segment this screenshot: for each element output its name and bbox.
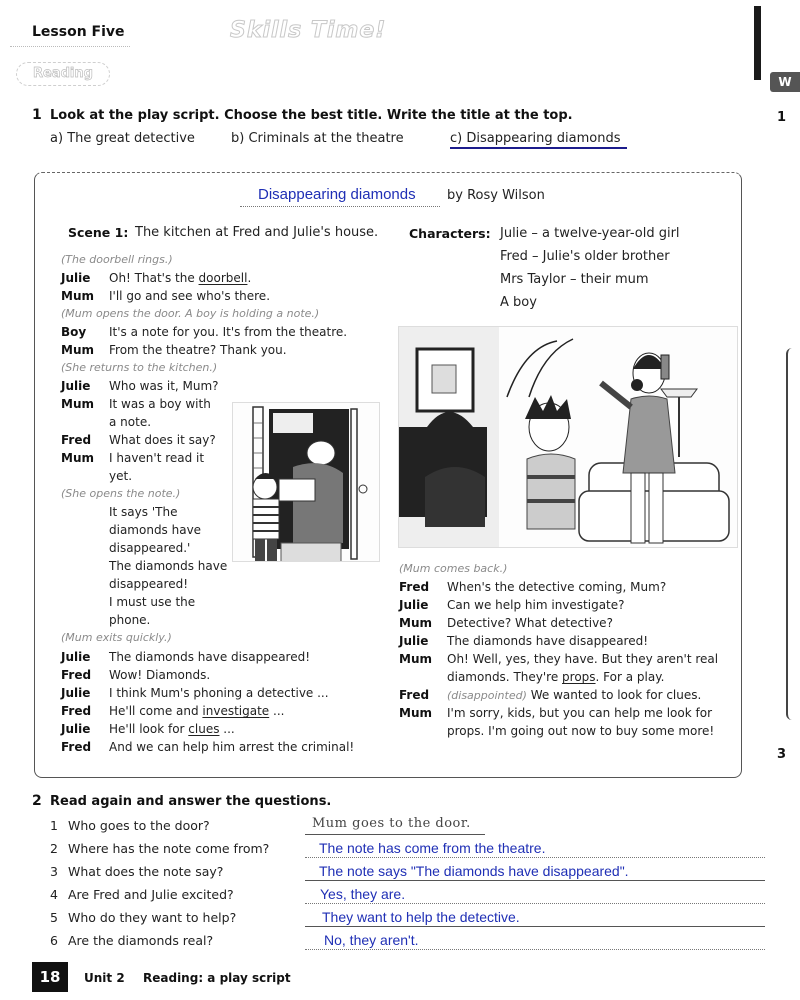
answer-2-line <box>305 857 765 858</box>
line-text: . For a play. <box>595 670 665 684</box>
play-score: 3 <box>777 747 787 762</box>
speaker: Mum <box>399 616 432 630</box>
character-mrs-taylor: Mrs Taylor – their mum <box>500 272 649 287</box>
dialogue-line <box>61 323 347 341</box>
speaker: Mum <box>399 706 432 720</box>
page-number: 18 <box>32 962 68 992</box>
answer-5-line <box>305 926 765 927</box>
dialogue-line <box>61 287 270 305</box>
dialogue-line <box>399 632 648 650</box>
line-text: And we can help him arrest the criminal! <box>109 740 355 754</box>
speaker: Julie <box>399 598 429 612</box>
dialogue-line <box>61 738 354 756</box>
inline-stage-direction: (disappointed) <box>447 689 527 702</box>
dialogue-line <box>399 686 701 705</box>
line-text: Oh! Well, yes, they have. But they aren't real <box>447 652 719 666</box>
speaker: Mum <box>61 451 94 465</box>
speaker: Julie <box>399 634 429 648</box>
exercise-1-score: 1 <box>777 110 787 125</box>
line-text: ... <box>269 704 285 718</box>
speaker: Mum <box>61 397 94 411</box>
title-answer-line <box>240 206 440 207</box>
speaker: Fred <box>61 668 92 682</box>
dialogue-line <box>399 704 712 722</box>
question-6: 6 Are the diamonds real? <box>50 933 214 948</box>
stage-direction: (Mum opens the door. A boy is holding a note.) <box>61 307 320 320</box>
question-2: 2 Where has the note come from? <box>50 841 270 856</box>
answer-3-line <box>305 880 765 881</box>
question-3: 3 What does the note say? <box>50 864 224 879</box>
line-text: Detective? What detective? <box>447 616 613 630</box>
question-4: 4 Are Fred and Julie excited? <box>50 887 234 902</box>
line-text: ... <box>219 722 235 736</box>
line-text: He'll look for <box>109 722 189 736</box>
vocab-word: investigate <box>202 704 270 718</box>
speaker: Fred <box>61 433 92 447</box>
speaker: Julie <box>61 379 91 393</box>
line-continuation: a note. <box>109 415 152 429</box>
line-text: Oh! That's the <box>109 271 199 285</box>
vocab-word: doorbell <box>198 271 248 285</box>
answer-3-field[interactable]: The note says "The diamonds have disappeared". <box>319 863 629 879</box>
vocab-word: props <box>562 670 596 684</box>
line-text: The diamonds have disappeared! <box>447 634 649 648</box>
dialogue-line <box>399 596 625 614</box>
speaker: Julie <box>61 650 91 664</box>
answer-5-field[interactable]: They want to help the detective. <box>322 909 520 925</box>
line-continuation: The diamonds have <box>109 559 228 573</box>
speaker: Mum <box>399 652 432 666</box>
dialogue-line <box>61 449 204 467</box>
line-text: From the theatre? Thank you. <box>109 343 287 357</box>
line-continuation: diamonds have <box>109 523 202 537</box>
footer-topic: Reading: a play script <box>143 971 291 985</box>
answer-1-line <box>305 834 485 835</box>
line-continuation: yet. <box>109 469 133 483</box>
line-text: The diamonds have disappeared! <box>109 650 311 664</box>
option-b[interactable] <box>231 131 404 146</box>
section-badge-reading: Reading <box>16 62 110 86</box>
line-continuation: phone. <box>109 613 151 627</box>
line-text: Who was it, Mum? <box>109 379 219 393</box>
skills-time-logo: Skills Time! <box>230 18 387 43</box>
answer-2-field[interactable]: The note has come from the theatre. <box>319 840 546 856</box>
dialogue-line <box>61 377 219 395</box>
stage-direction: (She returns to the kitchen.) <box>61 361 218 374</box>
side-tab: W <box>770 72 800 92</box>
illustration-boy-at-door <box>232 402 380 562</box>
option-c-selected[interactable] <box>450 131 627 149</box>
dialogue-line <box>61 269 251 287</box>
lesson-title: Lesson Five <box>32 24 125 40</box>
characters-list <box>500 222 680 314</box>
dialogue-line <box>61 720 235 738</box>
speaker: Fred <box>61 740 92 754</box>
line-continuation: props. I'm going out now to buy some more! <box>447 724 715 738</box>
option-a-text: The great detective <box>67 131 195 146</box>
line-text: . <box>247 271 252 285</box>
line-text: Can we help him investigate? <box>447 598 625 612</box>
line-text: What does it say? <box>109 433 216 447</box>
line-text: I'll go and see who's there. <box>109 289 271 303</box>
dialogue-line <box>61 341 287 359</box>
speaker: Julie <box>61 686 91 700</box>
scene-label: Scene 1: <box>68 225 129 240</box>
dialogue-line <box>61 395 211 413</box>
answer-1-field[interactable]: Mum goes to the door. <box>312 816 471 831</box>
line-text: It's a note for you. It's from the theatre. <box>109 325 348 339</box>
speaker: Mum <box>61 289 94 303</box>
line-text: Wow! Diamonds. <box>109 668 211 682</box>
footer-unit: Unit 2 <box>84 971 125 985</box>
exercise-1-number: 1 <box>32 107 42 123</box>
line-continuation: disappeared.' <box>109 541 191 555</box>
speaker: Mum <box>61 343 94 357</box>
page-edge-bar <box>754 6 761 80</box>
speaker: Fred <box>399 688 430 702</box>
characters-label: Characters: <box>409 226 491 241</box>
option-b-letter: b) <box>231 131 245 146</box>
line-text: It was a boy with <box>109 397 211 411</box>
line-text: I haven't read it <box>109 451 205 465</box>
dialogue-line <box>61 431 216 449</box>
margin-bracket <box>786 348 794 720</box>
line-text: I'm sorry, kids, but you can help me look for <box>447 706 713 720</box>
question-1: 1 Who goes to the door? <box>50 818 210 833</box>
line-continuation: I must use the <box>109 595 196 609</box>
line-continuation <box>447 668 664 686</box>
scene-description: The kitchen at Fred and Julie's house. <box>135 225 379 240</box>
line-continuation: It says 'The <box>109 505 178 519</box>
door-scene-drawing <box>233 403 380 562</box>
line-text: When's the detective coming, Mum? <box>447 580 667 594</box>
option-c-letter: c) <box>450 131 463 146</box>
speaker: Julie <box>61 271 91 285</box>
family-scene-drawing <box>399 327 738 548</box>
answer-6-field[interactable]: No, they aren't. <box>324 932 419 948</box>
dialogue-line <box>399 578 666 596</box>
stage-direction: (Mum exits quickly.) <box>61 631 172 644</box>
option-a-letter: a) <box>50 131 64 146</box>
speaker: Julie <box>61 722 91 736</box>
exercise-2-number: 2 <box>32 793 42 809</box>
answer-4-field[interactable]: Yes, they are. <box>320 886 406 902</box>
speaker: Boy <box>61 325 87 339</box>
character-fred: Fred – Julie's older brother <box>500 249 670 264</box>
option-a[interactable] <box>50 131 195 146</box>
option-b-text: Criminals at the theatre <box>248 131 404 146</box>
line-text: I think Mum's phoning a detective ... <box>109 686 329 700</box>
line-text: He'll come and <box>109 704 203 718</box>
line-continuation: disappeared! <box>109 577 189 591</box>
dialogue-line <box>61 702 284 720</box>
stage-direction: (The doorbell rings.) <box>61 253 173 266</box>
illustration-family-scene <box>398 326 738 548</box>
stage-direction: (She opens the note.) <box>61 487 181 500</box>
speaker: Fred <box>61 704 92 718</box>
vocab-word: clues <box>188 722 220 736</box>
exercise-1-instruction: Look at the play script. Choose the best title. Write the title at the top. <box>50 108 573 123</box>
dialogue-line <box>399 614 613 632</box>
dialogue-line <box>61 684 329 702</box>
dialogue-line <box>399 650 718 668</box>
dialogue-line <box>61 666 210 684</box>
play-title-answer[interactable]: Disappearing diamonds <box>258 186 416 203</box>
line-text: We wanted to look for clues. <box>526 688 702 702</box>
character-boy: A boy <box>500 295 537 310</box>
option-c-text: Disappearing diamonds <box>466 131 621 146</box>
play-author: by Rosy Wilson <box>447 188 545 203</box>
answer-4-line <box>305 903 765 904</box>
line-text: diamonds. They're <box>447 670 563 684</box>
lesson-rule <box>10 46 130 47</box>
speaker: Fred <box>399 580 430 594</box>
dialogue-line <box>61 648 310 666</box>
character-julie: Julie – a twelve-year-old girl <box>500 226 680 241</box>
exercise-2-instruction: Read again and answer the questions. <box>50 794 332 809</box>
answer-6-line <box>305 949 765 950</box>
stage-direction: (Mum comes back.) <box>399 562 508 575</box>
question-5: 5 Who do they want to help? <box>50 910 237 925</box>
